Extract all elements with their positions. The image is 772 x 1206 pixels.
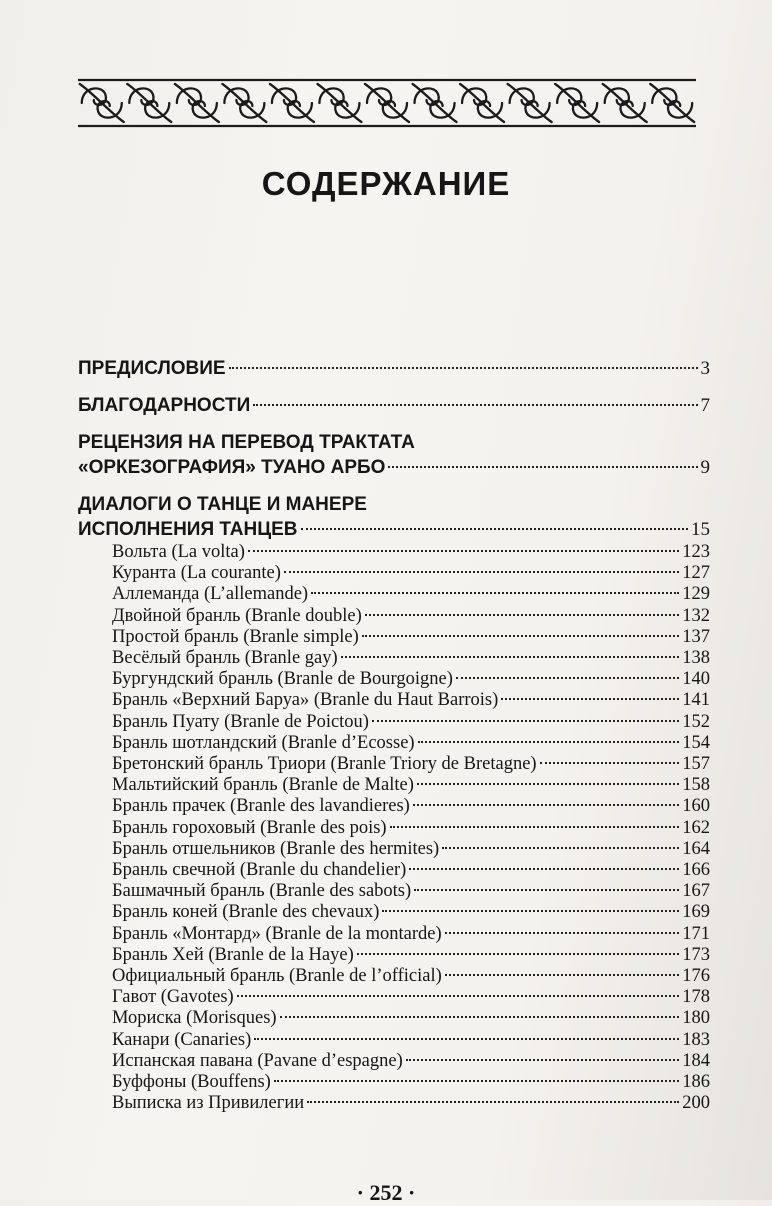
toc-entry-title: Бранль шотландский (Branle d’Ecosse)	[112, 732, 415, 753]
dot-leader	[409, 868, 679, 870]
toc-page-number: 140	[682, 669, 710, 690]
table-of-contents	[78, 356, 710, 1114]
dot-leader	[445, 974, 680, 976]
toc-sub-entry	[112, 1072, 710, 1093]
dot-leader	[388, 466, 697, 468]
toc-sub-entry	[112, 860, 710, 881]
toc-sub-entry	[112, 987, 710, 1008]
dot-leader	[253, 404, 697, 406]
major-entries	[78, 356, 710, 542]
toc-sub-entry	[112, 796, 710, 817]
dot-leader	[390, 826, 680, 828]
sub-entries	[78, 542, 710, 1114]
toc-entry-title: Буффоны (Bouffens)	[112, 1072, 271, 1093]
dot-leader	[406, 1059, 679, 1061]
toc-entry-title: Бранль «Верхний Баруа» (Branle du Haut Barrois)	[112, 690, 499, 711]
toc-major-entry	[78, 430, 710, 480]
toc-page-number: 160	[682, 796, 710, 817]
toc-major-entry	[78, 492, 710, 542]
toc-major-entry	[78, 393, 710, 418]
dot-leader	[280, 1016, 680, 1018]
toc-sub-entry	[112, 1008, 710, 1029]
toc-sub-entry	[112, 1030, 710, 1051]
toc-entry-title: Гавот (Gavotes)	[112, 987, 234, 1008]
toc-entry-title: Выписка из Привилегии	[112, 1093, 305, 1114]
toc-sub-entry	[112, 733, 710, 754]
toc-entry-title: Куранта (La courante)	[112, 563, 281, 584]
dot-leader	[307, 1101, 679, 1103]
dot-leader	[284, 571, 679, 573]
toc-sub-entry	[112, 966, 710, 987]
toc-sub-entry	[112, 839, 710, 860]
dot-leader	[362, 635, 679, 637]
toc-entry-title: «ОРКЕЗОГРАФИЯ» ТУАНО АРБО	[78, 457, 386, 478]
toc-entry-title: Бранль Пуату (Branle de Poictou)	[112, 711, 369, 732]
toc-entry-title: Бранль гороховый (Branle des pois)	[112, 817, 387, 838]
toc-entry-title: Мальтийский бранль (Branle de Malte)	[112, 775, 414, 796]
toc-page-number: 164	[682, 838, 710, 859]
toc-sub-entry	[112, 669, 710, 690]
toc-entry-title: Бранль свечной (Branle du chandelier)	[112, 860, 407, 881]
toc-page-number: 166	[682, 860, 710, 881]
toc-page-number: 7	[700, 395, 710, 416]
toc-page-number: 154	[682, 732, 710, 753]
toc-page-number: 171	[682, 923, 710, 944]
toc-entry-title: БЛАГОДАРНОСТИ	[78, 395, 251, 416]
dot-leader	[418, 741, 680, 743]
toc-page-number: 152	[682, 711, 710, 732]
toc-major-entry	[78, 356, 710, 381]
dot-leader	[274, 1080, 679, 1082]
toc-page-number: 184	[682, 1050, 710, 1071]
toc-page-number: 162	[682, 817, 710, 838]
toc-page-number: 180	[682, 1008, 710, 1029]
toc-sub-entry	[112, 924, 710, 945]
toc-entry-title: Башмачный бранль (Branle des sabots)	[112, 881, 412, 902]
dot-leader	[365, 614, 680, 616]
toc-page-number: 176	[682, 966, 710, 987]
dot-leader	[413, 804, 679, 806]
dot-leader	[417, 783, 679, 785]
toc-entry-title: Мориска (Morisques)	[112, 1008, 277, 1029]
toc-page-number: 127	[682, 563, 710, 584]
toc-entry-title: Бранль Хей (Branle de la Haye)	[112, 944, 354, 965]
toc-entry-title: ДИАЛОГИ О ТАНЦЕ И МАНЕРЕ	[78, 494, 367, 515]
dot-leader	[341, 656, 680, 658]
dot-leader	[357, 953, 680, 955]
toc-page-number: 158	[682, 775, 710, 796]
toc-entry-title: Канари (Canaries)	[112, 1029, 252, 1050]
toc-page-number: 183	[682, 1029, 710, 1050]
dot-leader	[301, 528, 688, 530]
dot-leader	[254, 1038, 679, 1040]
toc-page-number: 141	[682, 690, 710, 711]
toc-page-number: 123	[682, 542, 710, 562]
toc-sub-entry	[112, 712, 710, 733]
toc-entry-title: Бургундский бранль (Branle de Bourgoigne)	[112, 669, 453, 690]
toc-entry-title: Испанская павана (Pavane d’espagne)	[112, 1050, 403, 1071]
toc-page-number: 186	[682, 1072, 710, 1093]
toc-entry-title: Двойной бранль (Branle double)	[112, 605, 362, 626]
dot-leader	[248, 550, 679, 552]
toc-page-number: 9	[700, 457, 710, 478]
dot-leader	[540, 762, 680, 764]
toc-sub-entry	[112, 606, 710, 627]
toc-sub-entry	[112, 627, 710, 648]
dot-leader	[229, 367, 698, 369]
toc-entry-title: Простой бранль (Branle simple)	[112, 626, 359, 647]
toc-page-number: 137	[682, 626, 710, 647]
toc-entry-title: Аллеманда (L’allemande)	[112, 584, 309, 605]
toc-entry-title: РЕЦЕНЗИЯ НА ПЕРЕВОД ТРАКТАТА	[78, 432, 415, 453]
toc-sub-entry	[112, 542, 710, 563]
toc-entry-title: Бранль коней (Branle des chevaux)	[112, 902, 380, 923]
toc-entry-title: Бранль прачек (Branle des lavandieres)	[112, 796, 410, 817]
toc-sub-entry	[112, 902, 710, 923]
toc-page-number: 200	[682, 1093, 710, 1114]
toc-sub-entry	[112, 945, 710, 966]
page-title: СОДЕРЖАНИЕ	[261, 165, 511, 202]
toc-sub-entry	[112, 584, 710, 605]
toc-entry-title: Вольта (La volta)	[112, 542, 245, 562]
toc-page-number: 178	[682, 987, 710, 1008]
dot-leader	[442, 847, 679, 849]
toc-page-number: 157	[682, 754, 710, 775]
toc-page-number: 132	[682, 605, 710, 626]
toc-sub-entry	[112, 1051, 710, 1072]
toc-page-number: 167	[682, 881, 710, 902]
toc-page-number: 129	[682, 584, 710, 605]
toc-entry-title: ПРЕДИСЛОВИЕ	[78, 358, 226, 379]
ornamental-border	[78, 72, 696, 134]
page-number: · 252 ·	[356, 1180, 416, 1205]
dot-leader	[414, 889, 679, 891]
dot-leader	[501, 698, 679, 700]
toc-page-number: 15	[691, 519, 710, 540]
toc-sub-entry	[112, 648, 710, 669]
toc-sub-entry	[112, 563, 710, 584]
dot-leader	[237, 995, 680, 997]
toc-sub-entry	[112, 775, 710, 796]
toc-sub-entry	[112, 881, 710, 902]
dot-leader	[372, 720, 679, 722]
toc-page-number: 173	[682, 944, 710, 965]
toc-entry-title: ИСПОЛНЕНИЯ ТАНЦЕВ	[78, 519, 298, 540]
toc-sub-entry	[112, 690, 710, 711]
toc-sub-entry	[112, 818, 710, 839]
toc-entry-title: Весёлый бранль (Branle gay)	[112, 648, 338, 669]
toc-sub-entry	[112, 754, 710, 775]
toc-entry-title: Официальный бранль (Branle de l’official)	[112, 966, 442, 987]
dot-leader	[382, 910, 679, 912]
toc-entry-title: Бранль «Монтард» (Branle de la montarde)	[112, 923, 442, 944]
dot-leader	[445, 932, 680, 934]
toc-page-number: 138	[682, 648, 710, 669]
toc-sub-entry	[112, 1093, 710, 1114]
toc-page-number: 169	[682, 902, 710, 923]
dot-leader	[311, 592, 679, 594]
dot-leader	[456, 677, 679, 679]
toc-entry-title: Бретонский бранль Триори (Branle Triory de Bretagne)	[112, 754, 537, 775]
toc-entry-title: Бранль отшельников (Branle des hermites)	[112, 838, 440, 859]
toc-page-number: 3	[700, 358, 710, 379]
